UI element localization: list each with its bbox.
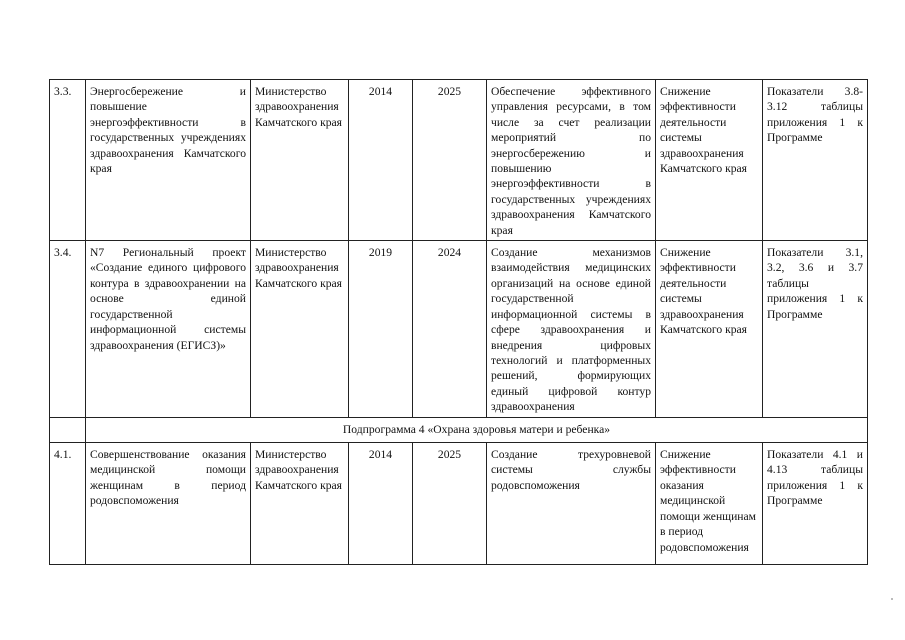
subprogram-title: Подпрограмма 4 «Охрана здоровья матери и ребенка» — [86, 418, 868, 443]
subprogram-row — [50, 418, 868, 443]
scan-speck — [891, 598, 893, 600]
start-year: 2019 — [349, 241, 413, 418]
start-year: 2014 — [349, 443, 413, 565]
expected-result: Обеспечение эффективного управления ресурсами, в том числе за счет реализации мероприятий по энергосбережению и повышению энергоэффективности в государственных учреждениях здравоохранения Камчатского края — [487, 80, 656, 241]
expected-result: Создание трехуровневой системы службы родовспоможения — [487, 443, 656, 565]
consequence: Снижение эффективности деятельности системы здравоохранения Камчатского края — [656, 241, 763, 418]
end-year: 2025 — [413, 80, 487, 241]
program-measures-table — [49, 79, 868, 565]
consequence: Снижение эффективности оказания медицинской помощи женщинам в период родовспоможения — [656, 443, 763, 565]
measure-name: Совершенствование оказания медицинской помощи женщинам в период родовспоможения — [86, 443, 251, 565]
indicators: Показатели 4.1 и 4.13 таблицы приложения 1 к Программе — [763, 443, 868, 565]
expected-result: Создание механизмов взаимодействия медицинских организаций на основе единой государственной информационной системы в сфере здравоохранения и внедрения цифровых технологий и платформенных решений, формирующих единый цифровой контур здравоохранения — [487, 241, 656, 418]
row-number: 3.4. — [50, 241, 86, 418]
executor: Министерство здравоохранения Камчатского края — [251, 241, 349, 418]
table-row — [50, 80, 868, 241]
row-number: 4.1. — [50, 443, 86, 565]
measure-name: Энергосбережение и повышение энергоэффективности в государственных учреждениях здравоохранения Камчатского края — [86, 80, 251, 241]
executor: Министерство здравоохранения Камчатского края — [251, 80, 349, 241]
table-row — [50, 443, 868, 565]
row-number: 3.3. — [50, 80, 86, 241]
end-year: 2024 — [413, 241, 487, 418]
table-row — [50, 241, 868, 418]
indicators: Показатели 3.8-3.12 таблицы приложения 1 к Программе — [763, 80, 868, 241]
measure-name: N7 Региональный проект «Создание единого цифрового контура в здравоохранении на основе единой государственной информационной системы здравоохранения (ЕГИСЗ)» — [86, 241, 251, 418]
subprogram-number-cell — [50, 418, 86, 443]
end-year: 2025 — [413, 443, 487, 565]
consequence: Снижение эффективности деятельности системы здравоохранения Камчатского края — [656, 80, 763, 241]
start-year: 2014 — [349, 80, 413, 241]
executor: Министерство здравоохранения Камчатского края — [251, 443, 349, 565]
indicators: Показатели 3.1, 3.2, 3.6 и 3.7 таблицы приложения 1 к Программе — [763, 241, 868, 418]
